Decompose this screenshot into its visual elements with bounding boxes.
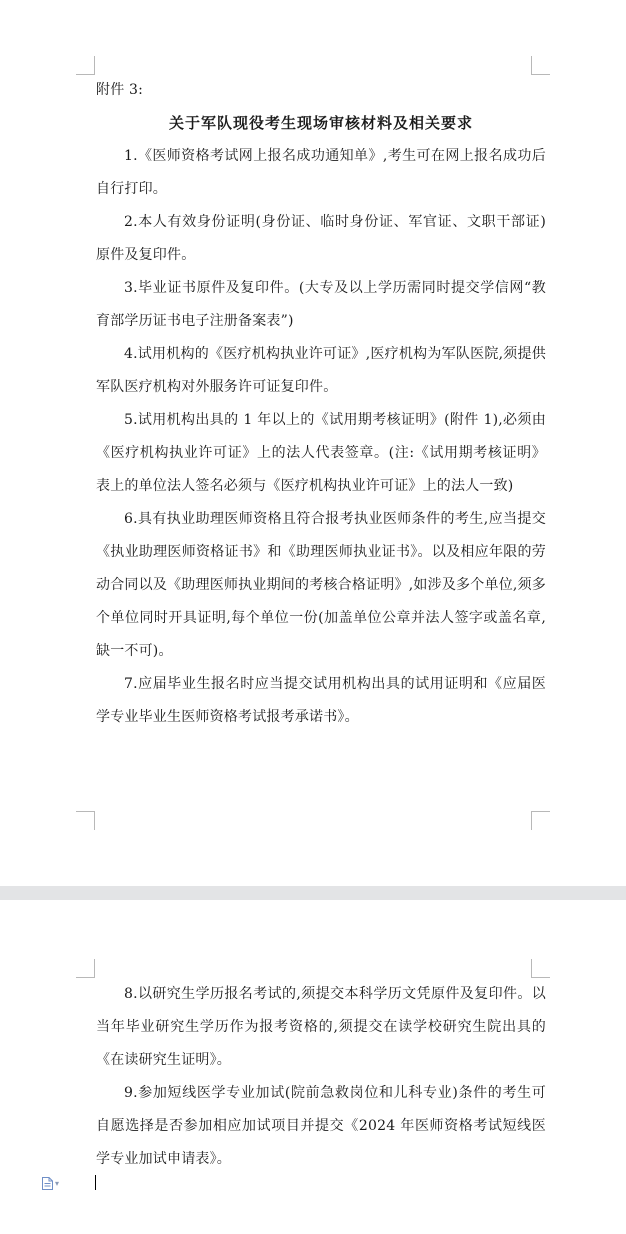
document-page-2 <box>0 900 626 1234</box>
paragraph-8: 8.以研究生学历报名考试的,须提交本科学历文凭原件及复印件。以当年毕业研究生学历作为报考资格的,须提交在读学校研究生院出具的《在读研究生证明》。 <box>96 986 546 1068</box>
paragraph-5: 5.试用机构出具的 1 年以上的《试用期考核证明》(附件 1),必须由《医疗机构执业许可证》上的法人代表签章。(注:《试用期考核证明》表上的单位法人签名必须与《医疗机构执业许可证》上的法人一致) <box>96 412 546 494</box>
margin-corner-top-right <box>531 56 550 75</box>
paragraph-9: 9.参加短线医学专业加试(院前急救岗位和儿科专业)条件的考生可自愿选择是否参加相应加试项目并提交《2024 年医师资格考试短线医学专业加试申请表》。 <box>96 1085 546 1167</box>
paragraph-style-button[interactable] <box>42 1176 62 1190</box>
paragraph-3: 3.毕业证书原件及复印件。(大专及以上学历需同时提交学信网“教育部学历证书电子注册备案表”) <box>96 280 546 329</box>
margin-corner-top-right <box>531 959 550 978</box>
margin-corner-top-left <box>76 959 95 978</box>
margin-corner-bottom-right <box>531 811 550 830</box>
page-2-body[interactable] <box>96 978 546 1176</box>
paragraph-1: 1.《医师资格考试网上报名成功通知单》,考生可在网上报名成功后自行打印。 <box>96 148 546 197</box>
attachment-label: 附件 3: <box>96 82 144 98</box>
paragraph-7: 7.应届毕业生报名时应当提交试用机构出具的试用证明和《应届医学专业毕业生医师资格考试报考承诺书》。 <box>96 676 546 725</box>
document-icon <box>42 1177 53 1190</box>
margin-corner-bottom-left <box>76 811 95 830</box>
text-cursor <box>95 1175 96 1190</box>
chevron-down-icon[interactable]: ▾ <box>55 1178 60 1188</box>
paragraph-2: 2.本人有效身份证明(身份证、临时身份证、军官证、文职干部证)原件及复印件。 <box>96 214 546 263</box>
margin-corner-top-left <box>76 56 95 75</box>
paragraph-6: 6.具有执业助理医师资格且符合报考执业医师条件的考生,应当提交《执业助理医师资格证书》和《助理医师执业证书》。以及相应年限的劳动合同以及《助理医师执业期间的考核合格证明》,如涉及多个单位,须多个单位同时开具证明,每个单位一份(加盖单位公章并法人签字或盖名章,缺一不可)。 <box>96 511 546 659</box>
page-separator <box>0 886 626 900</box>
document-title: 关于军队现役考生现场审核材料及相关要求 <box>168 114 473 132</box>
paragraph-4: 4.试用机构的《医疗机构执业许可证》,医疗机构为军队医院,须提供军队医疗机构对外服务许可证复印件。 <box>96 346 546 395</box>
page-1-body[interactable] <box>96 74 546 734</box>
